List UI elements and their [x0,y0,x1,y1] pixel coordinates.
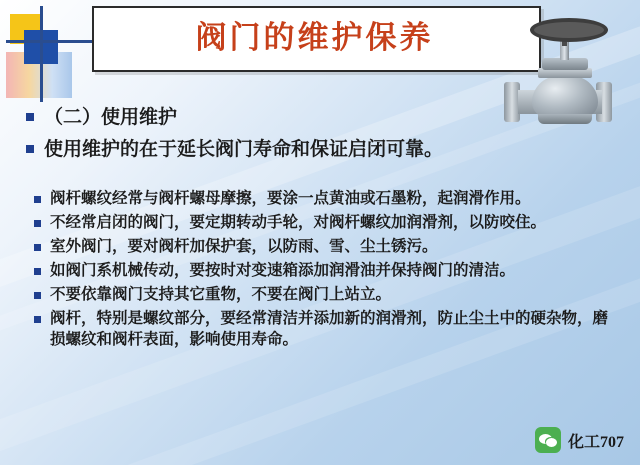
square-bullet-icon [34,292,41,299]
square-bullet-icon [34,196,41,203]
valve-handwheel-icon [530,18,608,42]
list-item [34,260,612,281]
page-title: 阀门的维护保养 [195,20,434,55]
maintenance-bullet-text: 不经常启闭的阀门，要定期转动手轮，对阀杆螺纹加润滑剂，以防咬住。 [50,214,547,231]
list-item [34,284,612,305]
maintenance-bullet-text: 阀杆，特别是螺纹部分，要经常清洁并添加新的润滑剂，防止尘土中的硬杂物，磨损螺纹和阀杆表面，影响使用寿命。 [50,310,609,348]
decorative-vertical-line [40,6,43,102]
list-item [34,308,612,350]
square-bullet-icon [34,220,41,227]
intro-bullet-list [26,104,586,168]
footer-branding [535,427,624,453]
square-bullet-icon [34,244,41,251]
intro-bullet-text: （二）使用维护 [44,107,178,128]
list-item [34,236,612,257]
maintenance-bullet-list [34,188,612,353]
intro-bullet-text: 使用维护的在于延长阀门寿命和保证启闭可靠。 [44,139,444,160]
maintenance-bullet-text: 不要依靠阀门支持其它重物，不要在阀门上站立。 [50,286,392,303]
maintenance-bullet-text: 如阀门系机械传动，要按时对变速箱添加润滑油并保持阀门的清洁。 [50,262,516,279]
decorative-horizontal-line [6,40,92,43]
list-item [34,212,612,233]
maintenance-bullet-text: 室外阀门，要对阀杆加保护套，以防雨、雪、尘土锈污。 [50,238,438,255]
maintenance-bullet-text: 阀杆螺纹经常与阀杆螺母摩擦，要涂一点黄油或石墨粉，起润滑作用。 [50,190,531,207]
square-bullet-icon [34,316,41,323]
list-item [26,104,586,132]
square-bullet-icon [26,145,34,153]
square-bullet-icon [34,268,41,275]
footer-label: 化工707 [567,433,624,451]
list-item [34,188,612,209]
wechat-icon [535,427,561,453]
list-item [26,136,586,164]
square-bullet-icon [26,113,34,121]
